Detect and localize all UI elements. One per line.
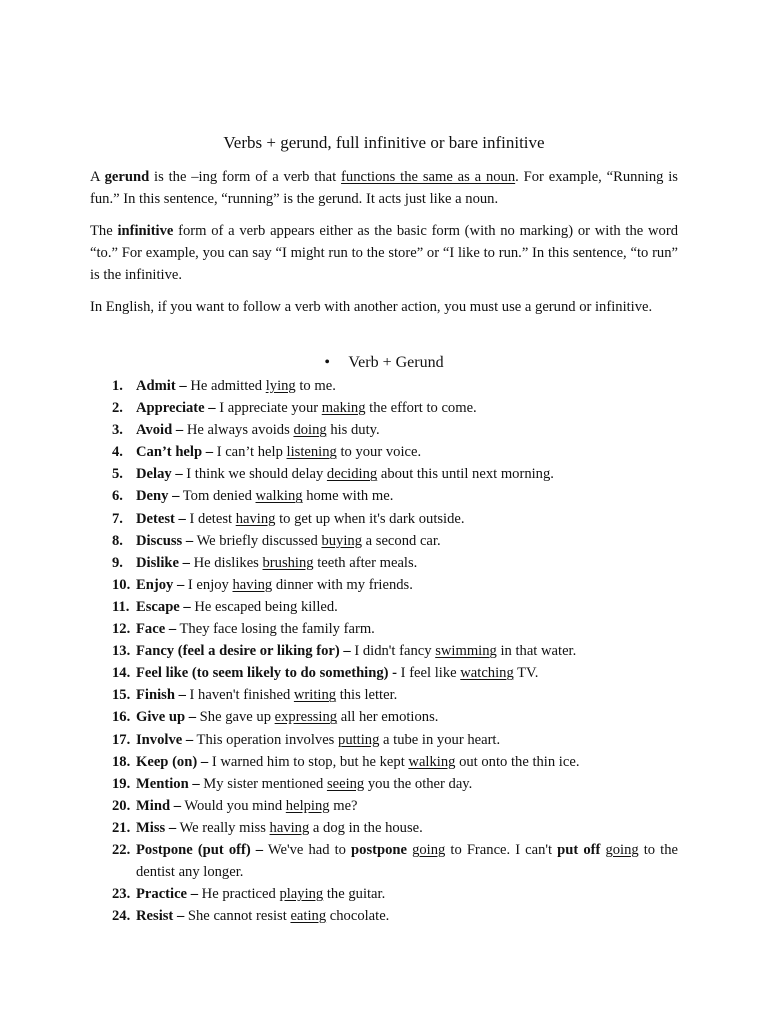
section-heading-text: Verb + Gerund <box>348 354 444 371</box>
verb-gerund-list <box>90 375 678 927</box>
list-item <box>90 618 678 640</box>
example-text: He practiced <box>198 886 280 903</box>
gerund-word: going <box>412 841 446 858</box>
verb-term: Postpone (put off) <box>136 841 251 858</box>
example-text: I can’t help <box>213 444 287 461</box>
example-text: She gave up <box>196 709 275 726</box>
list-item <box>90 375 678 397</box>
example-text: to me. <box>295 378 336 394</box>
term-gerund: gerund <box>104 169 150 185</box>
separator: – <box>172 422 184 439</box>
list-item <box>90 795 678 817</box>
list-item <box>90 574 678 596</box>
example-text: me? <box>329 797 358 814</box>
separator: – <box>175 378 187 394</box>
list-item <box>90 751 678 773</box>
example-text: He admitted <box>186 378 266 394</box>
item-number: 6. <box>112 488 123 505</box>
verb-term: Resist <box>136 908 174 925</box>
separator: – <box>165 819 177 836</box>
item-number: 22. <box>112 841 131 858</box>
text: . For example, “Running is fun.” In this sentence, “running” is the gerund. It acts just like a noun. <box>90 169 678 207</box>
text: is the –ing form of a verb that <box>149 169 342 185</box>
example-text: TV. <box>513 665 539 682</box>
verb-term: Keep (on) <box>136 753 198 770</box>
text: form of a verb appears either as the basic form (with no marking) or with the word “to.” For example, you can say “I might run to the store” or “I like to run.” In this sentence, “to run” is the infinitive. <box>90 223 678 283</box>
example-text: to get up when it's dark outside. <box>275 510 465 527</box>
item-number: 9. <box>112 554 123 571</box>
example-text: I haven't finished <box>185 687 294 704</box>
item-number: 15. <box>112 687 131 704</box>
example-text: They face losing the family farm. <box>176 621 375 638</box>
item-number: 7. <box>112 510 123 527</box>
list-item <box>90 397 678 419</box>
separator: – <box>197 753 209 770</box>
list-item <box>90 485 678 507</box>
example-text: She cannot resist <box>184 908 291 925</box>
example-text: a dog in the house. <box>309 819 423 836</box>
text: The <box>90 223 118 239</box>
verb-term: Delay <box>136 466 172 483</box>
separator: – <box>178 554 190 571</box>
item-number: 23. <box>112 886 131 903</box>
verb-term: Detest <box>136 510 175 527</box>
gerund-word: listening <box>286 444 337 461</box>
keyword: put off <box>557 841 601 858</box>
separator: - <box>388 665 398 682</box>
gerund-word: playing <box>279 886 324 903</box>
gerund-word: having <box>235 510 276 527</box>
separator: – <box>339 643 351 660</box>
example-text: He always avoids <box>183 422 294 439</box>
page-title: Verbs + gerund, full infinitive or bare infinitive <box>223 133 545 152</box>
item-number: 16. <box>112 709 131 726</box>
gerund-word: walking <box>255 488 303 505</box>
verb-term: Admit <box>136 378 176 394</box>
text: A <box>90 169 105 185</box>
verb-term: Fancy (feel a desire or liking for) <box>136 643 340 660</box>
item-number: 12. <box>112 621 131 638</box>
list-item <box>90 508 678 530</box>
verb-term: Can’t help <box>136 444 203 461</box>
item-number: 21. <box>112 819 131 836</box>
list-item <box>90 530 678 552</box>
separator: – <box>182 731 194 748</box>
gerund-word: having <box>232 576 273 593</box>
verb-term: Involve <box>136 731 183 748</box>
item-number: 2. <box>112 400 123 417</box>
gerund-word: having <box>269 819 310 836</box>
item-number: 4. <box>112 444 123 461</box>
paragraph-intro: In English, if you want to follow a verb with another action, you must use a gerund or infinitive. <box>90 299 653 315</box>
paragraph-gerund-definition <box>90 166 678 210</box>
gerund-word: deciding <box>326 466 378 483</box>
list-item <box>90 817 678 839</box>
gerund-word: lying <box>265 378 296 394</box>
gerund-word: writing <box>293 687 337 704</box>
list-item <box>90 905 678 927</box>
verb-term: Mention <box>136 775 189 792</box>
verb-term: Give up <box>136 709 186 726</box>
separator: – <box>173 576 185 593</box>
example-text: you the other day. <box>364 775 473 792</box>
example-text: This operation involves <box>193 731 339 748</box>
gerund-word: watching <box>460 665 514 682</box>
item-number: 5. <box>112 466 123 483</box>
list-item <box>90 640 678 662</box>
bullet-icon: • <box>324 354 330 371</box>
gerund-word: doing <box>293 422 327 439</box>
separator: – <box>168 488 180 505</box>
list-item <box>90 419 678 441</box>
example-text: dinner with my friends. <box>272 576 413 593</box>
example-text: to your voice. <box>336 444 422 461</box>
example-text: My sister mentioned <box>199 775 327 792</box>
gerund-word: going <box>605 841 639 858</box>
example-text: to the dentist any longer. <box>136 841 679 881</box>
verb-term: Avoid <box>136 422 173 439</box>
gerund-word: seeing <box>326 775 365 792</box>
example-text: I appreciate your <box>215 400 322 417</box>
verb-term: Mind <box>136 797 171 814</box>
example-text: the guitar. <box>323 886 386 903</box>
list-item <box>90 684 678 706</box>
separator: – <box>171 466 183 483</box>
verb-term: Face <box>136 621 166 638</box>
gerund-word: eating <box>290 908 327 925</box>
example-text: I didn't fancy <box>350 643 436 660</box>
example-text: his duty. <box>326 422 380 439</box>
verb-term: Appreciate <box>136 400 205 417</box>
example-text: in that water. <box>496 643 577 660</box>
example-text: out onto the thin ice. <box>455 753 580 770</box>
gerund-word: swimming <box>435 643 497 660</box>
keyword: postpone <box>351 841 407 858</box>
example-text: I detest <box>185 510 236 527</box>
example-text: a second car. <box>362 532 441 549</box>
list-item <box>90 839 678 883</box>
paragraph-infinitive-definition <box>90 220 678 286</box>
example-text: about this until next morning. <box>377 466 554 483</box>
list-item <box>90 706 678 728</box>
example-text: He escaped being killed. <box>190 598 338 615</box>
example-text: all her emotions. <box>337 709 439 726</box>
list-item <box>90 662 678 684</box>
list-item <box>90 883 678 905</box>
gerund-word: expressing <box>274 709 338 726</box>
example-text: We briefly discussed <box>193 532 322 549</box>
example-text: chocolate. <box>326 908 390 925</box>
separator: – <box>182 532 194 549</box>
separator: – <box>187 886 198 903</box>
verb-term: Deny <box>136 488 169 505</box>
separator: – <box>250 841 264 858</box>
separator: – <box>204 400 216 417</box>
example-text: We've had to <box>263 841 352 858</box>
item-number: 13. <box>112 643 131 660</box>
verb-term: Practice <box>136 886 188 903</box>
example-text: the effort to come. <box>365 400 477 417</box>
separator: – <box>170 797 182 814</box>
separator: – <box>188 775 200 792</box>
separator: – <box>202 444 214 461</box>
example-text: home with me. <box>302 488 394 505</box>
verb-term: Discuss <box>136 532 183 549</box>
item-number: 20. <box>112 797 131 814</box>
item-number: 17. <box>112 731 131 748</box>
term-infinitive: infinitive <box>117 223 174 239</box>
example-text: I feel like <box>397 665 461 682</box>
item-number: 11. <box>112 598 130 615</box>
verb-term: Enjoy <box>136 576 174 593</box>
separator: – <box>179 598 191 615</box>
item-number: 19. <box>112 775 131 792</box>
item-number: 8. <box>112 532 123 549</box>
example-text: I warned him to stop, but he kept <box>208 753 409 770</box>
verb-term: Escape <box>136 598 180 615</box>
verb-term: Feel like (to seem likely to do something) <box>136 665 389 682</box>
verb-term: Finish <box>136 687 175 704</box>
example-text: Tom denied <box>179 488 256 505</box>
example-text: to France. I can't <box>445 841 558 858</box>
example-text: We really miss <box>176 819 270 836</box>
example-text: this letter. <box>336 687 398 704</box>
verb-term: Dislike <box>136 554 179 571</box>
item-number: 14. <box>112 665 131 682</box>
separator: – <box>174 687 186 704</box>
section-heading <box>90 352 678 374</box>
example-text: He dislikes <box>189 554 263 571</box>
gerund-word: making <box>321 400 366 417</box>
item-number: 3. <box>112 422 123 439</box>
example-text: I think we should delay <box>182 466 327 483</box>
item-number: 10. <box>112 576 131 593</box>
item-number: 1. <box>112 378 123 394</box>
list-item <box>90 773 678 795</box>
list-item <box>90 441 678 463</box>
separator: – <box>165 621 177 638</box>
gerund-word: walking <box>408 753 456 770</box>
gerund-word: brushing <box>262 554 314 571</box>
gerund-word: helping <box>285 797 330 814</box>
gerund-word: putting <box>338 731 380 748</box>
gerund-word: buying <box>321 532 362 549</box>
item-number: 18. <box>112 753 131 770</box>
separator: – <box>174 510 186 527</box>
hyperlink-noun[interactable]: functions the same as a noun <box>341 169 516 185</box>
example-text: Would you mind <box>181 797 286 814</box>
list-item <box>90 596 678 618</box>
list-item <box>90 463 678 485</box>
separator: – <box>173 908 185 925</box>
separator: – <box>185 709 197 726</box>
example-text: a tube in your heart. <box>379 731 501 748</box>
item-number: 24. <box>112 908 131 925</box>
verb-term: Miss <box>136 819 166 836</box>
list-item <box>90 729 678 751</box>
example-text: I enjoy <box>184 576 233 593</box>
example-text: teeth after meals. <box>313 554 418 571</box>
list-item <box>90 552 678 574</box>
